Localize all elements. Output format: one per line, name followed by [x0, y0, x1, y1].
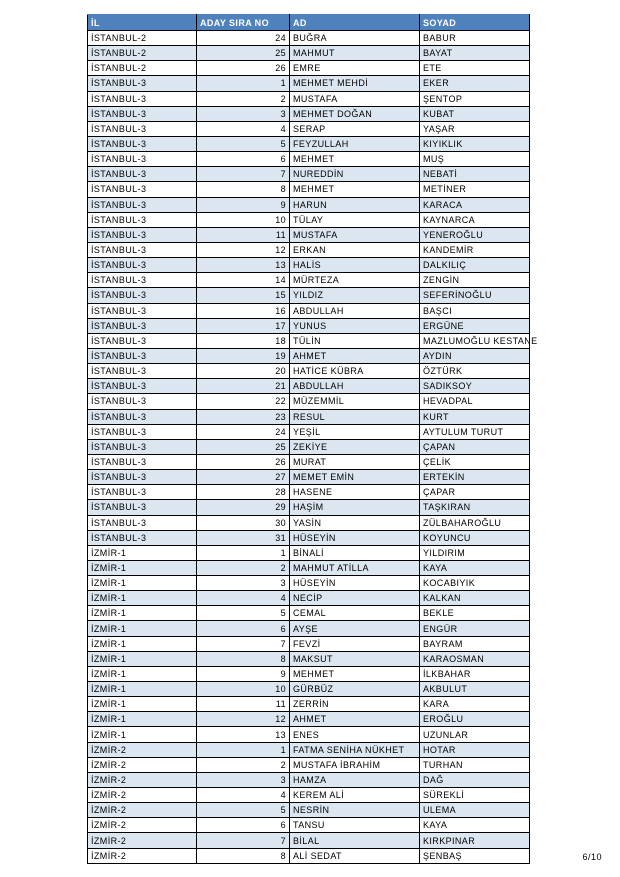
table-row: [88, 227, 530, 242]
table-row: [88, 364, 530, 379]
cell-aday-sira-no: 28: [197, 485, 290, 500]
cell-il: İZMİR-1: [88, 560, 197, 575]
cell-aday-sira-no: 30: [197, 515, 290, 530]
cell-il: İSTANBUL-3: [88, 167, 197, 182]
cell-il: İSTANBUL-3: [88, 454, 197, 469]
cell-soyad: ÇELİK: [420, 454, 530, 469]
cell-ad: MAHMUT ATİLLA: [290, 560, 420, 575]
cell-aday-sira-no: 5: [197, 606, 290, 621]
cell-soyad: KAYA: [420, 818, 530, 833]
cell-aday-sira-no: 19: [197, 348, 290, 363]
cell-ad: BİNALİ: [290, 545, 420, 560]
table-row: [88, 682, 530, 697]
cell-ad: NECİP: [290, 591, 420, 606]
cell-ad: ABDULLAH: [290, 379, 420, 394]
cell-ad: HÜSEYİN: [290, 576, 420, 591]
cell-il: İZMİR-1: [88, 727, 197, 742]
cell-aday-sira-no: 31: [197, 530, 290, 545]
table-row: [88, 621, 530, 636]
header-soyad: SOYAD: [420, 15, 530, 31]
table-row: [88, 409, 530, 424]
cell-soyad: ŞENTOP: [420, 91, 530, 106]
cell-aday-sira-no: 14: [197, 273, 290, 288]
cell-ad: HAŞİM: [290, 500, 420, 515]
cell-soyad: KURT: [420, 409, 530, 424]
cell-il: İSTANBUL-3: [88, 424, 197, 439]
table-row: [88, 545, 530, 560]
cell-il: İZMİR-1: [88, 545, 197, 560]
table-row: [88, 833, 530, 848]
cell-il: İSTANBUL-3: [88, 136, 197, 151]
cell-soyad: DALKILIÇ: [420, 258, 530, 273]
table-row: [88, 379, 530, 394]
cell-ad: YILDIZ: [290, 288, 420, 303]
cell-ad: TÜLAY: [290, 212, 420, 227]
cell-soyad: ÇAPAR: [420, 485, 530, 500]
cell-aday-sira-no: 9: [197, 666, 290, 681]
cell-soyad: KUBAT: [420, 106, 530, 121]
cell-ad: MEHMET: [290, 152, 420, 167]
cell-ad: CEMAL: [290, 606, 420, 621]
cell-ad: NESRİN: [290, 803, 420, 818]
table-row: [88, 576, 530, 591]
cell-aday-sira-no: 17: [197, 318, 290, 333]
cell-aday-sira-no: 24: [197, 31, 290, 46]
cell-il: İSTANBUL-2: [88, 46, 197, 61]
cell-aday-sira-no: 12: [197, 242, 290, 257]
cell-aday-sira-no: 25: [197, 46, 290, 61]
cell-aday-sira-no: 6: [197, 818, 290, 833]
table-row: [88, 666, 530, 681]
table-row: [88, 76, 530, 91]
cell-il: İSTANBUL-3: [88, 197, 197, 212]
cell-il: İZMİR-1: [88, 651, 197, 666]
cell-ad: MEHMET DOĞAN: [290, 106, 420, 121]
cell-il: İSTANBUL-3: [88, 333, 197, 348]
cell-aday-sira-no: 1: [197, 76, 290, 91]
cell-soyad: BAYRAM: [420, 636, 530, 651]
cell-il: İSTANBUL-3: [88, 182, 197, 197]
cell-soyad: HOTAR: [420, 742, 530, 757]
cell-il: İSTANBUL-3: [88, 258, 197, 273]
cell-il: İZMİR-1: [88, 591, 197, 606]
table-row: [88, 182, 530, 197]
cell-il: İSTANBUL-3: [88, 348, 197, 363]
cell-soyad: ŞENBAŞ: [420, 848, 530, 863]
cell-soyad: ULEMA: [420, 803, 530, 818]
cell-aday-sira-no: 10: [197, 212, 290, 227]
cell-ad: ERKAN: [290, 242, 420, 257]
table-row: [88, 772, 530, 787]
cell-ad: ZERRİN: [290, 697, 420, 712]
cell-il: İSTANBUL-3: [88, 439, 197, 454]
cell-soyad: BEKLE: [420, 606, 530, 621]
table-row: [88, 454, 530, 469]
table-row: [88, 818, 530, 833]
cell-ad: AYŞE: [290, 621, 420, 636]
cell-ad: ZEKİYE: [290, 439, 420, 454]
cell-il: İZMİR-2: [88, 742, 197, 757]
cell-aday-sira-no: 22: [197, 394, 290, 409]
cell-ad: ENES: [290, 727, 420, 742]
cell-ad: ABDULLAH: [290, 303, 420, 318]
cell-ad: GÜRBÜZ: [290, 682, 420, 697]
table-row: [88, 651, 530, 666]
cell-aday-sira-no: 3: [197, 106, 290, 121]
cell-aday-sira-no: 6: [197, 152, 290, 167]
table-row: [88, 318, 530, 333]
cell-il: İSTANBUL-3: [88, 288, 197, 303]
cell-ad: ALİ SEDAT: [290, 848, 420, 863]
cell-soyad: ENGÜR: [420, 621, 530, 636]
cell-soyad: KOYUNCU: [420, 530, 530, 545]
cell-ad: MEHMET: [290, 666, 420, 681]
cell-aday-sira-no: 13: [197, 727, 290, 742]
cell-soyad: EKER: [420, 76, 530, 91]
table-row: [88, 121, 530, 136]
cell-il: İSTANBUL-3: [88, 530, 197, 545]
table-row: [88, 757, 530, 772]
cell-il: İZMİR-2: [88, 833, 197, 848]
cell-aday-sira-no: 21: [197, 379, 290, 394]
cell-soyad: AKBULUT: [420, 682, 530, 697]
header-ad: AD: [290, 15, 420, 31]
cell-soyad: MAZLUMOĞLU KESTANE: [420, 333, 530, 348]
cell-ad: HALİS: [290, 258, 420, 273]
cell-il: İSTANBUL-3: [88, 227, 197, 242]
table-row: [88, 803, 530, 818]
cell-ad: MEHMET: [290, 182, 420, 197]
cell-aday-sira-no: 24: [197, 424, 290, 439]
cell-aday-sira-no: 1: [197, 742, 290, 757]
cell-aday-sira-no: 11: [197, 227, 290, 242]
cell-aday-sira-no: 3: [197, 772, 290, 787]
table-row: [88, 273, 530, 288]
cell-soyad: AYTULUM TURUT: [420, 424, 530, 439]
cell-aday-sira-no: 26: [197, 454, 290, 469]
cell-il: İZMİR-2: [88, 818, 197, 833]
cell-soyad: YENEROĞLU: [420, 227, 530, 242]
cell-ad: BUĞRA: [290, 31, 420, 46]
cell-ad: RESUL: [290, 409, 420, 424]
cell-soyad: KOCABIYIK: [420, 576, 530, 591]
table-row: [88, 636, 530, 651]
cell-il: İSTANBUL-2: [88, 31, 197, 46]
candidate-table: [87, 14, 538, 864]
table-row: [88, 727, 530, 742]
cell-ad: FEVZİ: [290, 636, 420, 651]
table-row: [88, 288, 530, 303]
cell-soyad: SEFERİNOĞLU: [420, 288, 530, 303]
cell-soyad: ERTEKİN: [420, 470, 530, 485]
table-row: [88, 742, 530, 757]
cell-aday-sira-no: 23: [197, 409, 290, 424]
cell-aday-sira-no: 4: [197, 788, 290, 803]
cell-ad: MUSTAFA: [290, 91, 420, 106]
candidate-list-sheet: [87, 14, 538, 864]
cell-ad: MUSTAFA İBRAHİM: [290, 757, 420, 772]
table-row: [88, 439, 530, 454]
table-row: [88, 212, 530, 227]
cell-aday-sira-no: 26: [197, 61, 290, 76]
table-row: [88, 61, 530, 76]
cell-soyad: ÖZTÜRK: [420, 364, 530, 379]
cell-ad: EMRE: [290, 61, 420, 76]
cell-il: İSTANBUL-3: [88, 500, 197, 515]
table-row: [88, 197, 530, 212]
cell-aday-sira-no: 25: [197, 439, 290, 454]
cell-soyad: KAYNARCA: [420, 212, 530, 227]
cell-ad: MAHMUT: [290, 46, 420, 61]
cell-ad: HATİCE KÜBRA: [290, 364, 420, 379]
cell-aday-sira-no: 2: [197, 560, 290, 575]
cell-soyad: KAYA: [420, 560, 530, 575]
cell-soyad: YILDIRIM: [420, 545, 530, 560]
cell-aday-sira-no: 20: [197, 364, 290, 379]
cell-il: İZMİR-1: [88, 606, 197, 621]
cell-aday-sira-no: 7: [197, 167, 290, 182]
cell-ad: YEŞİL: [290, 424, 420, 439]
table-row: [88, 152, 530, 167]
cell-il: İSTANBUL-3: [88, 121, 197, 136]
cell-aday-sira-no: 4: [197, 591, 290, 606]
cell-il: İSTANBUL-3: [88, 91, 197, 106]
table-row: [88, 500, 530, 515]
cell-soyad: MUŞ: [420, 152, 530, 167]
cell-soyad: KARACA: [420, 197, 530, 212]
cell-soyad: TURHAN: [420, 757, 530, 772]
cell-il: İSTANBUL-3: [88, 212, 197, 227]
cell-ad: KEREM ALİ: [290, 788, 420, 803]
table-row: [88, 848, 530, 863]
cell-aday-sira-no: 15: [197, 288, 290, 303]
cell-il: İSTANBUL-3: [88, 318, 197, 333]
cell-il: İSTANBUL-3: [88, 364, 197, 379]
table-header: [88, 15, 530, 31]
cell-soyad: ZENGİN: [420, 273, 530, 288]
table-row: [88, 394, 530, 409]
table-row: [88, 46, 530, 61]
cell-aday-sira-no: 5: [197, 136, 290, 151]
cell-ad: YUNUS: [290, 318, 420, 333]
cell-il: İZMİR-2: [88, 803, 197, 818]
cell-soyad: ÇAPAN: [420, 439, 530, 454]
cell-soyad: KARA: [420, 697, 530, 712]
cell-il: İZMİR-1: [88, 682, 197, 697]
cell-soyad: UZUNLAR: [420, 727, 530, 742]
cell-ad: HÜSEYİN: [290, 530, 420, 545]
cell-soyad: BABUR: [420, 31, 530, 46]
cell-aday-sira-no: 2: [197, 91, 290, 106]
cell-aday-sira-no: 7: [197, 833, 290, 848]
page-number: 6/10: [582, 852, 602, 862]
cell-aday-sira-no: 29: [197, 500, 290, 515]
table-row: [88, 31, 530, 46]
cell-il: İSTANBUL-3: [88, 485, 197, 500]
cell-ad: AHMET: [290, 348, 420, 363]
header-row: [88, 15, 530, 31]
cell-il: İZMİR-1: [88, 621, 197, 636]
cell-soyad: KARAOSMAN: [420, 651, 530, 666]
table-row: [88, 560, 530, 575]
cell-ad: HARUN: [290, 197, 420, 212]
table-row: [88, 485, 530, 500]
cell-soyad: EROĞLU: [420, 712, 530, 727]
table-row: [88, 470, 530, 485]
table-row: [88, 333, 530, 348]
cell-ad: MAKSUT: [290, 651, 420, 666]
cell-aday-sira-no: 8: [197, 651, 290, 666]
cell-soyad: KANDEMİR: [420, 242, 530, 257]
cell-ad: MEHMET MEHDİ: [290, 76, 420, 91]
cell-aday-sira-no: 10: [197, 682, 290, 697]
cell-il: İSTANBUL-3: [88, 106, 197, 121]
table-row: [88, 242, 530, 257]
cell-ad: AHMET: [290, 712, 420, 727]
cell-ad: TÜLİN: [290, 333, 420, 348]
table-row: [88, 136, 530, 151]
cell-aday-sira-no: 3: [197, 576, 290, 591]
cell-ad: MUSTAFA: [290, 227, 420, 242]
table-row: [88, 591, 530, 606]
cell-aday-sira-no: 11: [197, 697, 290, 712]
cell-soyad: SÜREKLİ: [420, 788, 530, 803]
cell-soyad: ERGÜNE: [420, 318, 530, 333]
cell-il: İSTANBUL-3: [88, 409, 197, 424]
table-row: [88, 258, 530, 273]
table-row: [88, 606, 530, 621]
table-row: [88, 712, 530, 727]
cell-ad: MÜRTEZA: [290, 273, 420, 288]
cell-ad: YASİN: [290, 515, 420, 530]
cell-il: İZMİR-1: [88, 712, 197, 727]
cell-ad: MURAT: [290, 454, 420, 469]
cell-soyad: İLKBAHAR: [420, 666, 530, 681]
cell-il: İSTANBUL-3: [88, 379, 197, 394]
cell-il: İZMİR-2: [88, 788, 197, 803]
cell-ad: FATMA SENİHA NÜKHET: [290, 742, 420, 757]
cell-il: İSTANBUL-3: [88, 515, 197, 530]
table-row: [88, 697, 530, 712]
cell-soyad: YAŞAR: [420, 121, 530, 136]
cell-il: İZMİR-1: [88, 697, 197, 712]
table-row: [88, 167, 530, 182]
cell-aday-sira-no: 13: [197, 258, 290, 273]
table-row: [88, 530, 530, 545]
cell-soyad: DAĞ: [420, 772, 530, 787]
cell-aday-sira-no: 8: [197, 182, 290, 197]
cell-soyad: TAŞKIRAN: [420, 500, 530, 515]
cell-il: İZMİR-1: [88, 636, 197, 651]
table-row: [88, 106, 530, 121]
cell-soyad: AYDIN: [420, 348, 530, 363]
cell-aday-sira-no: 18: [197, 333, 290, 348]
cell-il: İZMİR-1: [88, 576, 197, 591]
cell-il: İSTANBUL-3: [88, 303, 197, 318]
cell-il: İSTANBUL-3: [88, 76, 197, 91]
cell-ad: FEYZULLAH: [290, 136, 420, 151]
cell-soyad: ETE: [420, 61, 530, 76]
cell-ad: SERAP: [290, 121, 420, 136]
cell-aday-sira-no: 16: [197, 303, 290, 318]
cell-il: İSTANBUL-2: [88, 61, 197, 76]
cell-soyad: KALKAN: [420, 591, 530, 606]
table-row: [88, 788, 530, 803]
header-il: İL: [88, 15, 197, 31]
cell-ad: HAMZA: [290, 772, 420, 787]
cell-il: İSTANBUL-3: [88, 470, 197, 485]
cell-ad: MÜZEMMİL: [290, 394, 420, 409]
cell-ad: MEMET EMİN: [290, 470, 420, 485]
cell-soyad: HEVADPAL: [420, 394, 530, 409]
cell-ad: TANSU: [290, 818, 420, 833]
table-row: [88, 303, 530, 318]
cell-il: İSTANBUL-3: [88, 394, 197, 409]
cell-il: İSTANBUL-3: [88, 152, 197, 167]
cell-ad: HASENE: [290, 485, 420, 500]
cell-il: İSTANBUL-3: [88, 242, 197, 257]
cell-ad: BİLAL: [290, 833, 420, 848]
cell-aday-sira-no: 2: [197, 757, 290, 772]
table-body: [88, 31, 538, 864]
table-row: [88, 424, 530, 439]
cell-il: İZMİR-2: [88, 772, 197, 787]
cell-soyad: NEBATİ: [420, 167, 530, 182]
table-row: [88, 515, 530, 530]
cell-soyad: BAŞCI: [420, 303, 530, 318]
cell-il: İZMİR-1: [88, 666, 197, 681]
cell-il: İZMİR-2: [88, 848, 197, 863]
cell-il: İSTANBUL-3: [88, 273, 197, 288]
cell-aday-sira-no: 6: [197, 621, 290, 636]
cell-il: İZMİR-2: [88, 757, 197, 772]
table-row: [88, 91, 530, 106]
cell-aday-sira-no: 4: [197, 121, 290, 136]
header-aday-sira-no: ADAY SIRA NO: [197, 15, 290, 31]
cell-aday-sira-no: 8: [197, 848, 290, 863]
cell-aday-sira-no: 12: [197, 712, 290, 727]
cell-aday-sira-no: 9: [197, 197, 290, 212]
cell-aday-sira-no: 27: [197, 470, 290, 485]
cell-soyad: BAYAT: [420, 46, 530, 61]
table-row: [88, 348, 530, 363]
cell-soyad: KIRKPINAR: [420, 833, 530, 848]
cell-aday-sira-no: 7: [197, 636, 290, 651]
cell-soyad: SADIKSOY: [420, 379, 530, 394]
cell-ad: NUREDDİN: [290, 167, 420, 182]
cell-soyad: KIYIKLIK: [420, 136, 530, 151]
cell-aday-sira-no: 1: [197, 545, 290, 560]
cell-aday-sira-no: 5: [197, 803, 290, 818]
cell-soyad: METİNER: [420, 182, 530, 197]
cell-soyad: ZÜLBAHAROĞLU: [420, 515, 530, 530]
